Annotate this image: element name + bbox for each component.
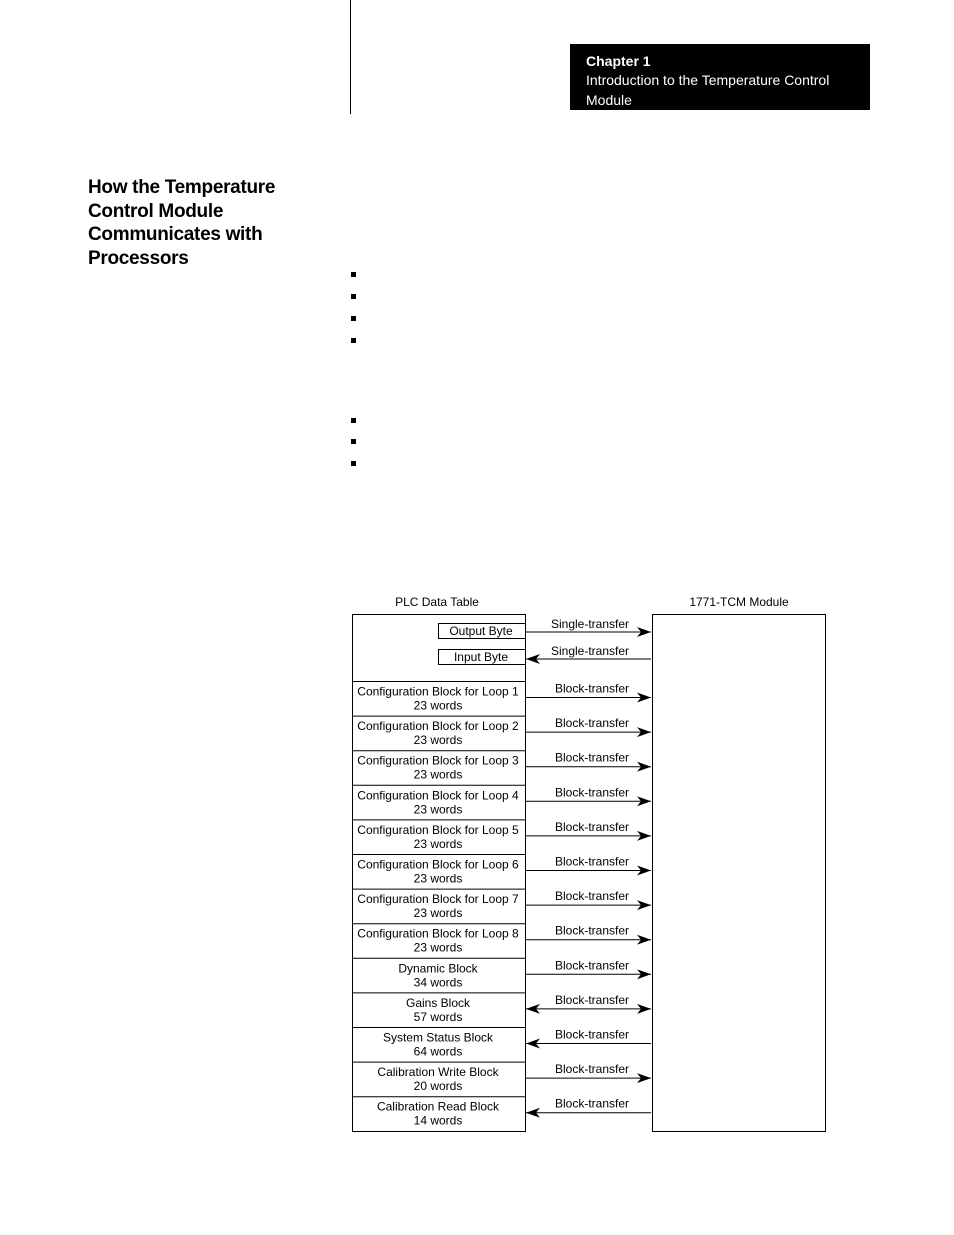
plc-data-table-title: PLC Data Table <box>395 595 479 609</box>
section-heading-line: How the Temperature <box>88 177 276 198</box>
block-name: Configuration Block for Loop 7 <box>357 892 519 907</box>
section-heading-line: Control Module <box>88 200 224 222</box>
block-name: Configuration Block for Loop 5 <box>357 822 519 837</box>
block-size: 34 words <box>413 975 463 990</box>
block-size: 20 words <box>413 1079 463 1094</box>
block-transfer-label: Block-transfer <box>554 923 630 938</box>
block-transfer-label: Block-transfer <box>554 1062 630 1077</box>
block-name: System Status Block <box>382 1030 494 1045</box>
output-byte-label: Output Byte <box>449 624 513 638</box>
block-name: Configuration Block for Loop 3 <box>357 753 519 768</box>
input-byte-label: Input Byte <box>453 650 509 664</box>
block-size: 23 words <box>413 871 463 886</box>
block-transfer-label: Block-transfer <box>554 716 630 731</box>
block-name: Configuration Block for Loop 2 <box>357 719 519 734</box>
chapter-number: Chapter 1 <box>586 53 651 69</box>
block-transfer-label: Block-transfer <box>554 785 630 800</box>
block-size: 23 words <box>413 767 463 782</box>
tcm-module-box <box>653 615 826 1132</box>
single-transfer-label: Single-transfer <box>550 617 630 631</box>
block-name: Configuration Block for Loop 6 <box>357 857 519 872</box>
chapter-title: Introduction to the Temperature Control Module <box>586 72 830 108</box>
block-transfer-label: Block-transfer <box>554 854 630 869</box>
block-size: 23 words <box>413 802 463 817</box>
block-transfer-label: Block-transfer <box>554 681 630 696</box>
block-size: 23 words <box>413 836 463 851</box>
block-size: 57 words <box>413 1009 463 1024</box>
block-size: 64 words <box>413 1044 463 1059</box>
block-transfer-label: Block-transfer <box>554 750 630 765</box>
block-name: Dynamic Block <box>398 961 478 976</box>
block-transfer-label: Block-transfer <box>554 958 630 973</box>
single-transfer-label: Single-transfer <box>550 644 630 658</box>
block-size: 23 words <box>413 906 463 921</box>
block-name: Gains Block <box>405 995 471 1010</box>
tcm-module-title: 1771-TCM Module <box>689 595 789 609</box>
block-transfer-label: Block-transfer <box>554 889 630 904</box>
block-size: 23 words <box>413 698 463 713</box>
block-transfer-label: Block-transfer <box>554 1027 630 1042</box>
block-transfer-label: Block-transfer <box>554 1096 630 1111</box>
block-transfer-label: Block-transfer <box>554 819 630 834</box>
block-size: 14 words <box>413 1113 463 1128</box>
block-transfer-label: Block-transfer <box>554 992 630 1007</box>
block-name: Configuration Block for Loop 4 <box>357 788 519 803</box>
block-name: Configuration Block for Loop 1 <box>357 684 519 699</box>
block-name: Configuration Block for Loop 8 <box>357 926 519 941</box>
block-size: 23 words <box>413 733 463 748</box>
block-name: Calibration Write Block <box>377 1065 499 1080</box>
block-name: Calibration Read Block <box>376 1099 500 1114</box>
block-size: 23 words <box>413 940 463 955</box>
section-heading-line: Processors <box>88 247 189 269</box>
section-heading-line: Communicates with <box>88 224 263 245</box>
